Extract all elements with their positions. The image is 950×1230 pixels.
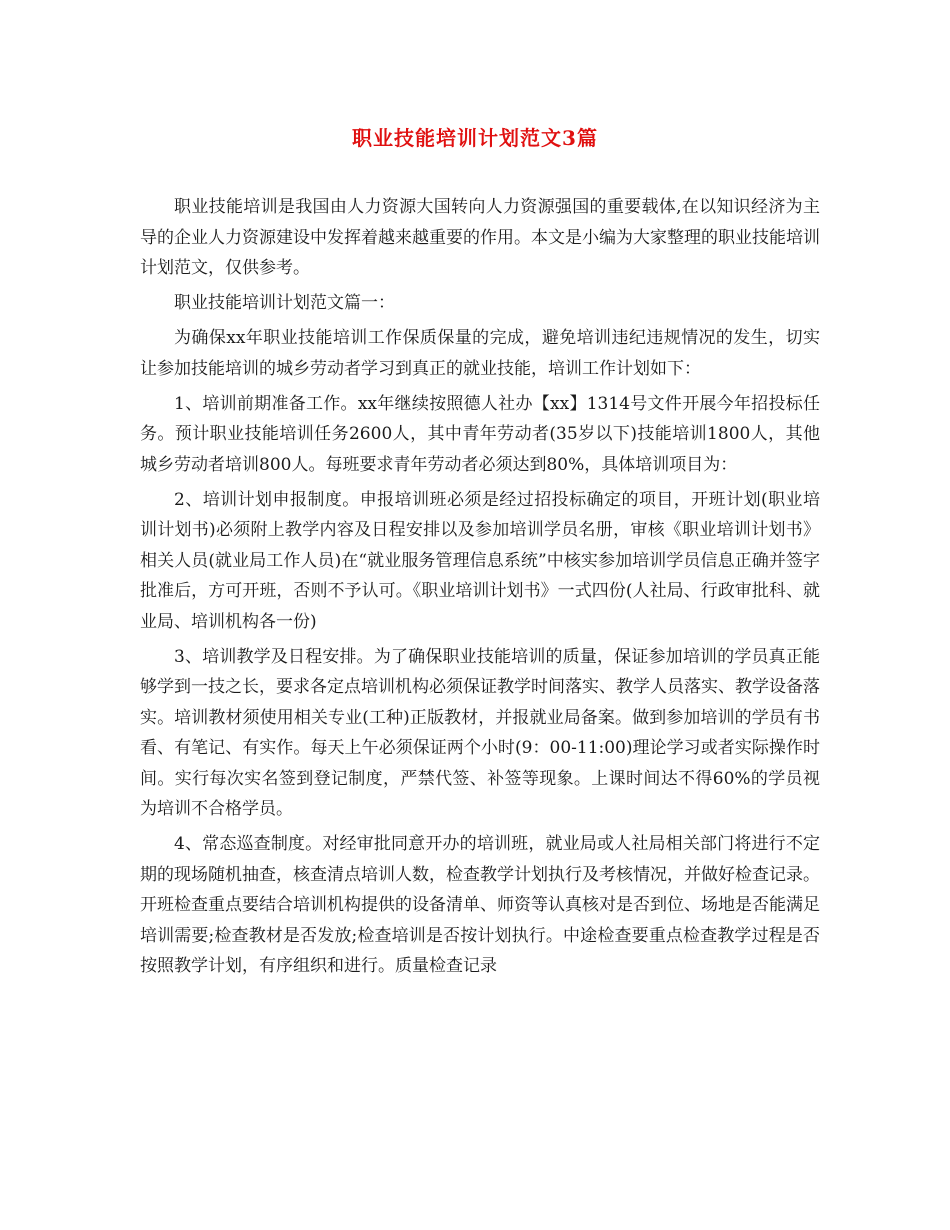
paragraph-purpose: 为确保xx年职业技能培训工作保质保量的完成，避免培训违纪违规情况的发生，切实让参加技能培训的城乡劳动者学习到真正的就业技能，培训工作计划如下： bbox=[140, 328, 820, 379]
paragraph-item-4: 4、常态巡查制度。对经审批同意开办的培训班，就业局或人社局相关部门将进行不定期的现场随机抽查，核查清点培训人数，检查教学计划执行及考核情况，并做好检查记录。开班检查重点要结合培训机构提供的设备清单、师资等认真核对是否到位、场地是否能满足培训需要;检查教材是否发放;检查培训是否按计划执行。中途检查要重点检查教学过程是否按照教学计划，有序组织和进行。质量检查记录 bbox=[140, 834, 820, 976]
paragraph-item-3: 3、培训教学及日程安排。为了确保职业技能培训的质量，保证参加培训的学员真正能够学到一技之长，要求各定点培训机构必须保证教学时间落实、教学人员落实、教学设备落实。培训教材须使用相关专业(工种)正版教材，并报就业局备案。做到参加培训的学员有书看、有笔记、有实作。每天上午必须保证两个小时(9：00-11:00)理论学习或者实际操作时间。实行每次实名签到登记制度，严禁代签、补签等现象。上课时间达不得60%的学员视为培训不合格学员。 bbox=[140, 646, 820, 819]
document-body bbox=[140, 192, 820, 986]
paragraph-item-1: 1、培训前期准备工作。xx年继续按照德人社办【xx】1314号文件开展今年招投标任务。预计职业技能培训任务2600人，其中青年劳动者(35岁以下)技能培训1800人，其他城乡劳动者培训800人。每班要求青年劳动者必须达到80%，具体培训项目为： bbox=[140, 393, 820, 475]
paragraph-intro: 职业技能培训是我国由人力资源大国转向人力资源强国的重要载体,在以知识经济为主导的企业人力资源建设中发挥着越来越重要的作用。本文是小编为大家整理的职业技能培训计划范文，仅供参考。 bbox=[140, 197, 820, 278]
document-title: 职业技能培训计划范文3篇 bbox=[352, 126, 598, 150]
paragraph-section-heading: 职业技能培训计划范文篇一： bbox=[174, 293, 395, 313]
paragraph-item-2: 2、培训计划申报制度。申报培训班必须是经过招投标确定的项目，开班计划(职业培训计划书)必须附上教学内容及日程安排以及参加培训学员名册，审核《职业培训计划书》相关人员(就业局工作人员)在“就业服务管理信息系统”中核实参加培训学员信息正确并签字批准后，方可开班，否则不予认可。《职业培训计划书》一式四份(人社局、行政审批科、就业局、培训机构各一份) bbox=[140, 489, 820, 632]
